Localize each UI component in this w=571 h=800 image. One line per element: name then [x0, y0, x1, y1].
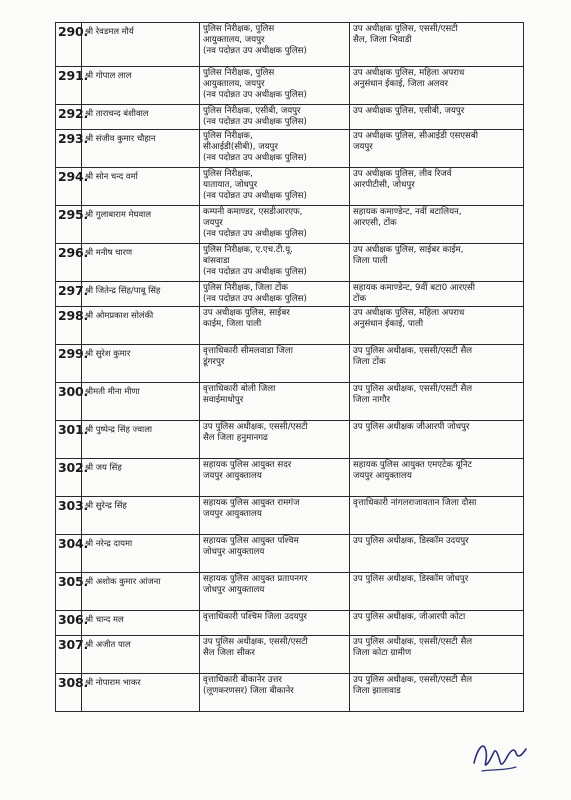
- current-posting-cell: वृत्ताधिकारी पश्चिम जिला उदयपुर: [200, 611, 350, 636]
- table-row: [56, 244, 524, 282]
- officer-name-cell: श्री ओमप्रकाश सोलंकी: [82, 307, 200, 345]
- current-posting-cell: पुलिस निरीक्षक, ए.एच.टी.यू. बांसवाडा (नव पदोन्नत उप अधीक्षक पुलिस): [200, 244, 350, 282]
- officer-name-cell: श्री नरेन्द्र दायमा: [82, 535, 200, 573]
- transfer-list-body: [56, 23, 524, 712]
- serial-number-cell: 306.: [56, 611, 82, 636]
- officer-name-cell: श्री सुरेन्द्र सिंह: [82, 497, 200, 535]
- current-posting-cell: सहायक पुलिस आयुक्त प्रतापनगर जोधपुर आयुक्तालय: [200, 573, 350, 611]
- serial-number-cell: 299.: [56, 345, 82, 383]
- officer-name-cell: श्री रेवडमल मौर्य: [82, 23, 200, 67]
- table-row: [56, 459, 524, 497]
- current-posting-cell: वृत्ताधिकारी बीकानेर उत्तर (लूणकरणसर) जिला बीकानेर: [200, 674, 350, 712]
- officer-name-cell: श्री अशोक कुमार आंजना: [82, 573, 200, 611]
- new-posting-cell: उप अधीक्षक पुलिस, सीआईडी एसएसबी जयपुर: [350, 130, 524, 168]
- table-row: [56, 67, 524, 105]
- table-row: [56, 130, 524, 168]
- serial-number-cell: 301.: [56, 421, 82, 459]
- signature-icon: [470, 733, 530, 778]
- officer-name-cell: श्री संजीव कुमार चौहान: [82, 130, 200, 168]
- serial-number-cell: 305.: [56, 573, 82, 611]
- table-row: [56, 23, 524, 67]
- serial-number-cell: 298.: [56, 307, 82, 345]
- new-posting-cell: उप पुलिस अधीक्षक, एससी/एसटी सैल जिला नागौर: [350, 383, 524, 421]
- serial-number-cell: 291.: [56, 67, 82, 105]
- new-posting-cell: उप पुलिस अधीक्षक, जीआरपी कोटा: [350, 611, 524, 636]
- table-row: [56, 105, 524, 130]
- current-posting-cell: कम्पनी कमाण्डर, एसडीआरएफ, जयपुर (नव पदोन्नत उप अधीक्षक पुलिस): [200, 206, 350, 244]
- new-posting-cell: उप पुलिस अधीक्षक, डिस्कॉम जोधपुर: [350, 573, 524, 611]
- table-row: [56, 573, 524, 611]
- table-row: [56, 497, 524, 535]
- serial-number-cell: 303.: [56, 497, 82, 535]
- table-row: [56, 345, 524, 383]
- officer-name-cell: श्री अजीत पाल: [82, 636, 200, 674]
- new-posting-cell: उप अधीक्षक पुलिस, एसीबी, जयपुर: [350, 105, 524, 130]
- table-row: [56, 535, 524, 573]
- new-posting-cell: सहायक कमाण्डेन्ट, नवीं बटालियन, आरएसी, टोंक: [350, 206, 524, 244]
- new-posting-cell: उप अधीक्षक पुलिस, लीव रिजर्व आरपीटीसी, जोधपुर: [350, 168, 524, 206]
- serial-number-cell: 308.: [56, 674, 82, 712]
- officer-name-cell: श्री जितेन्द्र सिंह/पाबू सिंह: [82, 282, 200, 307]
- officer-name-cell: श्री नोपाराम भाकर: [82, 674, 200, 712]
- officer-name-cell: श्री पुष्पेन्द्र सिंह ज्वाला: [82, 421, 200, 459]
- officer-name-cell: श्री ताराचन्द बंशीवाल: [82, 105, 200, 130]
- new-posting-cell: उप पुलिस अधीक्षक, एससी/एसटी सैल जिला झालावाड: [350, 674, 524, 712]
- current-posting-cell: वृत्ताधिकारी बोली जिला सवाईमाधोपुर: [200, 383, 350, 421]
- table-row: [56, 636, 524, 674]
- current-posting-cell: पुलिस निरीक्षक, सीआईडी(सीबी), जयपुर (नव पदोन्नत उप अधीक्षक पुलिस): [200, 130, 350, 168]
- serial-number-cell: 307.: [56, 636, 82, 674]
- new-posting-cell: उप अधीक्षक पुलिस, साईबर काईम, जिला पाली: [350, 244, 524, 282]
- current-posting-cell: पुलिस निरीक्षक, यातायात, जोधपुर (नव पदोन्नत उप अधीक्षक पुलिस): [200, 168, 350, 206]
- serial-number-cell: 290.: [56, 23, 82, 67]
- table-row: [56, 611, 524, 636]
- current-posting-cell: पुलिस निरीक्षक, एसीबी, जयपुर (नव पदोन्नत उप अधीक्षक पुलिस): [200, 105, 350, 130]
- new-posting-cell: उप अधीक्षक पुलिस, एससी/एसटी सैल, जिला भिवाडी: [350, 23, 524, 67]
- new-posting-cell: उप पुलिस अधीक्षक, एससी/एसटी सैल जिला कोटा ग्रामीण: [350, 636, 524, 674]
- current-posting-cell: सहायक पुलिस आयुक्त पश्चिम जोधपुर आयुक्तालय: [200, 535, 350, 573]
- current-posting-cell: वृत्ताधिकारी सीमलवाडा जिला डूंगरपुर: [200, 345, 350, 383]
- new-posting-cell: सहायक कमाण्डेन्ट, 9वीं बटा0 आरएसी टोंक: [350, 282, 524, 307]
- current-posting-cell: उप पुलिस अधीक्षक, एससी/एसटी सैल जिला सीकर: [200, 636, 350, 674]
- serial-number-cell: 292.: [56, 105, 82, 130]
- serial-number-cell: 304.: [56, 535, 82, 573]
- current-posting-cell: पुलिस निरीक्षक, पुलिस आयुक्तालय, जयपुर (नव पदोन्नत उप अधीक्षक पुलिस): [200, 67, 350, 105]
- transfer-list-table: [55, 22, 524, 712]
- serial-number-cell: 302.: [56, 459, 82, 497]
- current-posting-cell: उप अधीक्षक पुलिस, साईबर काईम, जिला पाली: [200, 307, 350, 345]
- officer-name-cell: श्री गुलाबाराम मेघवाल: [82, 206, 200, 244]
- current-posting-cell: सहायक पुलिस आयुक्त रामगंज जयपुर आयुक्तालय: [200, 497, 350, 535]
- serial-number-cell: 300.: [56, 383, 82, 421]
- serial-number-cell: 293.: [56, 130, 82, 168]
- table-row: [56, 168, 524, 206]
- new-posting-cell: उप अधीक्षक पुलिस, महिला अपराध अनुसंधान ईकाई, जिला अलवर: [350, 67, 524, 105]
- table-row: [56, 206, 524, 244]
- table-row: [56, 421, 524, 459]
- new-posting-cell: वृत्ताधिकारी नांगलराजावतान जिला दौसा: [350, 497, 524, 535]
- serial-number-cell: 295.: [56, 206, 82, 244]
- current-posting-cell: उप पुलिस अधीक्षक, एससी/एसटी सैल जिला हनुमानगढ: [200, 421, 350, 459]
- table-row: [56, 383, 524, 421]
- serial-number-cell: 294.: [56, 168, 82, 206]
- officer-name-cell: श्री गोपाल लाल: [82, 67, 200, 105]
- new-posting-cell: उप पुलिस अधीक्षक जीआरपी जोधपुर: [350, 421, 524, 459]
- officer-name-cell: श्री मनीष चारण: [82, 244, 200, 282]
- officer-name-cell: श्री सुरेश कुमार: [82, 345, 200, 383]
- current-posting-cell: पुलिस निरीक्षक, जिला टोंक (नव पदोन्नत उप अधीक्षक पुलिस): [200, 282, 350, 307]
- serial-number-cell: 296.: [56, 244, 82, 282]
- officer-name-cell: श्री चान्द मल: [82, 611, 200, 636]
- serial-number-cell: 297.: [56, 282, 82, 307]
- new-posting-cell: उप अधीक्षक पुलिस, महिला अपराध अनुसंधान ईकाई, पाली: [350, 307, 524, 345]
- new-posting-cell: उप पुलिस अधीक्षक, एससी/एसटी सैल जिला टोंक: [350, 345, 524, 383]
- officer-name-cell: श्रीमती मीना मीणा: [82, 383, 200, 421]
- table-row: [56, 674, 524, 712]
- new-posting-cell: सहायक पुलिस आयुक्त एमएटेक यूनिट जयपुर आयुक्तालय: [350, 459, 524, 497]
- table-row: [56, 307, 524, 345]
- officer-name-cell: श्री जय सिंह: [82, 459, 200, 497]
- current-posting-cell: सहायक पुलिस आयुक्त सदर जयपुर आयुक्तालय: [200, 459, 350, 497]
- current-posting-cell: पुलिस निरीक्षक, पुलिस आयुक्तालय, जयपुर (नव पदोन्नत उप अधीक्षक पुलिस): [200, 23, 350, 67]
- officer-name-cell: श्री सोन चन्द वर्मा: [82, 168, 200, 206]
- table-row: [56, 282, 524, 307]
- new-posting-cell: उप पुलिस अधीक्षक, डिस्कॉम उदयपुर: [350, 535, 524, 573]
